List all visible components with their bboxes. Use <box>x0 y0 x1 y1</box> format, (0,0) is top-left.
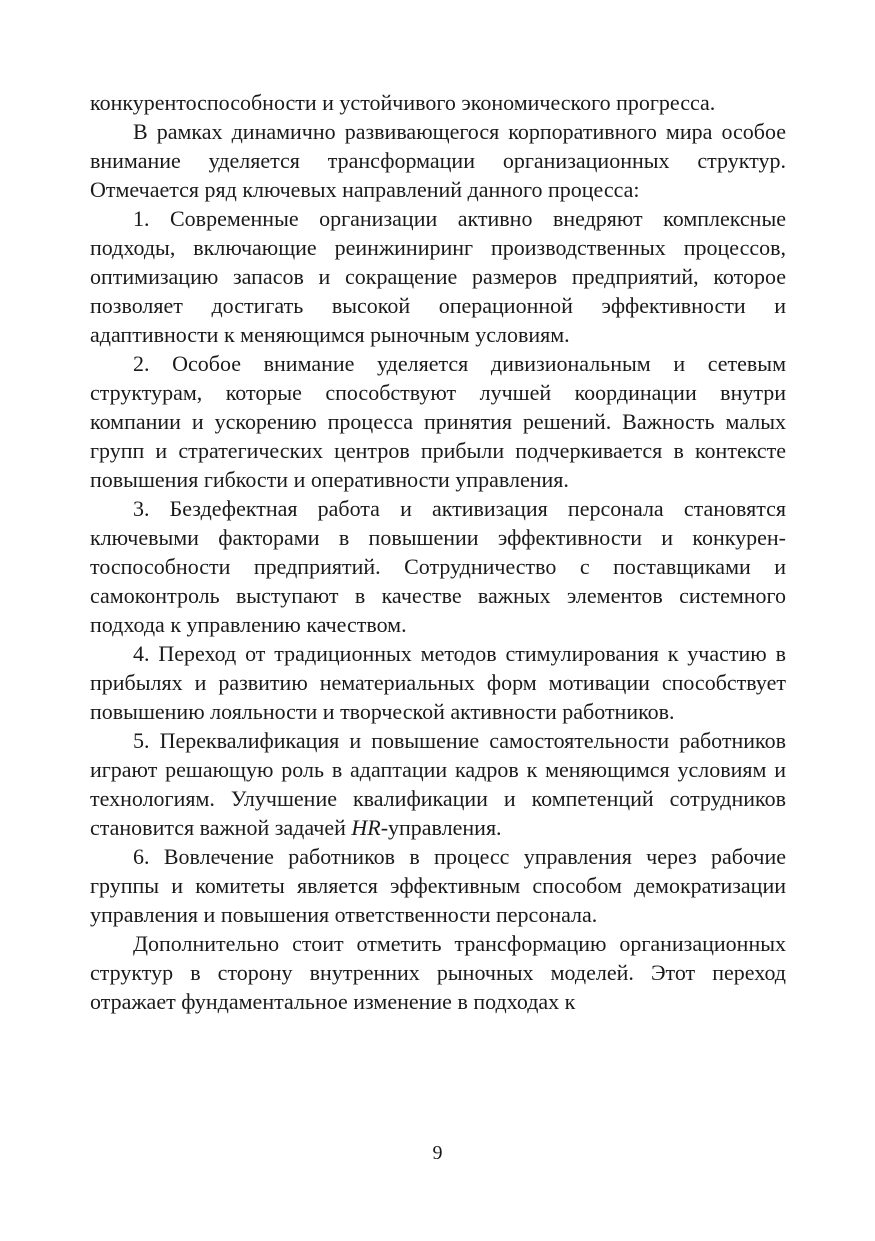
list-item-5-text: 5. Переквалификация и повышение самостоятельности работников играют решающую роль в адаптации кадров к меняющимся условиям и технологиям. Улучшение квалификации и компетенций сотрудников становится важной задачей <box>90 728 786 840</box>
list-item-3: 3. Бездефектная работа и активизация персонала становятся ключевыми факторами в повышении эффективности и конкурентоспособности предприятий. Сотрудничество с поставщиками и самоконтроль выступают в качестве важных элементов системного подхода к управлению качеством. <box>90 496 786 637</box>
list-item-5 <box>90 726 786 842</box>
paragraph-closing: Дополнительно стоит отметить трансформацию организационных структур в сторону внутренних рыночных моделей. Этот переход отражает фундаментальное изменение в подходах к <box>90 931 786 1014</box>
list-item-5-suffix: -управления. <box>380 815 502 840</box>
paragraph-intro: В рамках динамично развивающегося корпоративного мира особое внимание уделяется трансформации организационных структур. Отмечается ряд ключевых направлений данного процесса: <box>90 119 786 202</box>
page-number: 9 <box>432 1142 443 1164</box>
list-item-4: 4. Переход от традиционных методов стимулирования к участию в прибылях и развитию нематериальных форм мотивации способствует повышению лояльности и творческой активности работников. <box>90 641 786 724</box>
hr-emphasis: HR <box>351 815 381 840</box>
body-text <box>90 88 786 1016</box>
paragraph-continuation: конкурентоспособности и устойчивого экономического прогресса. <box>90 90 716 115</box>
list-item-1: 1. Современные организации активно внедряют комплексные подходы, включающие реинжиниринг производственных процессов, оптимизацию запасов и сокращение размеров предприятий, которое позволяет достигать высокой операционной эффективности и адаптивности к меняющимся рыночным условиям. <box>90 206 786 347</box>
list-item-6: 6. Вовлечение работников в процесс управления через рабочие группы и комитеты является эффективным способом демократизации управления и повышения ответственности персонала. <box>90 844 786 927</box>
list-item-2: 2. Особое внимание уделяется дивизиональным и сетевым структурам, которые способствуют лучшей координации внутри компании и ускорению процесса принятия решений. Важность малых групп и стратегических центров прибыли подчеркивается в контексте повышения гибкости и оперативности управления. <box>90 351 786 492</box>
